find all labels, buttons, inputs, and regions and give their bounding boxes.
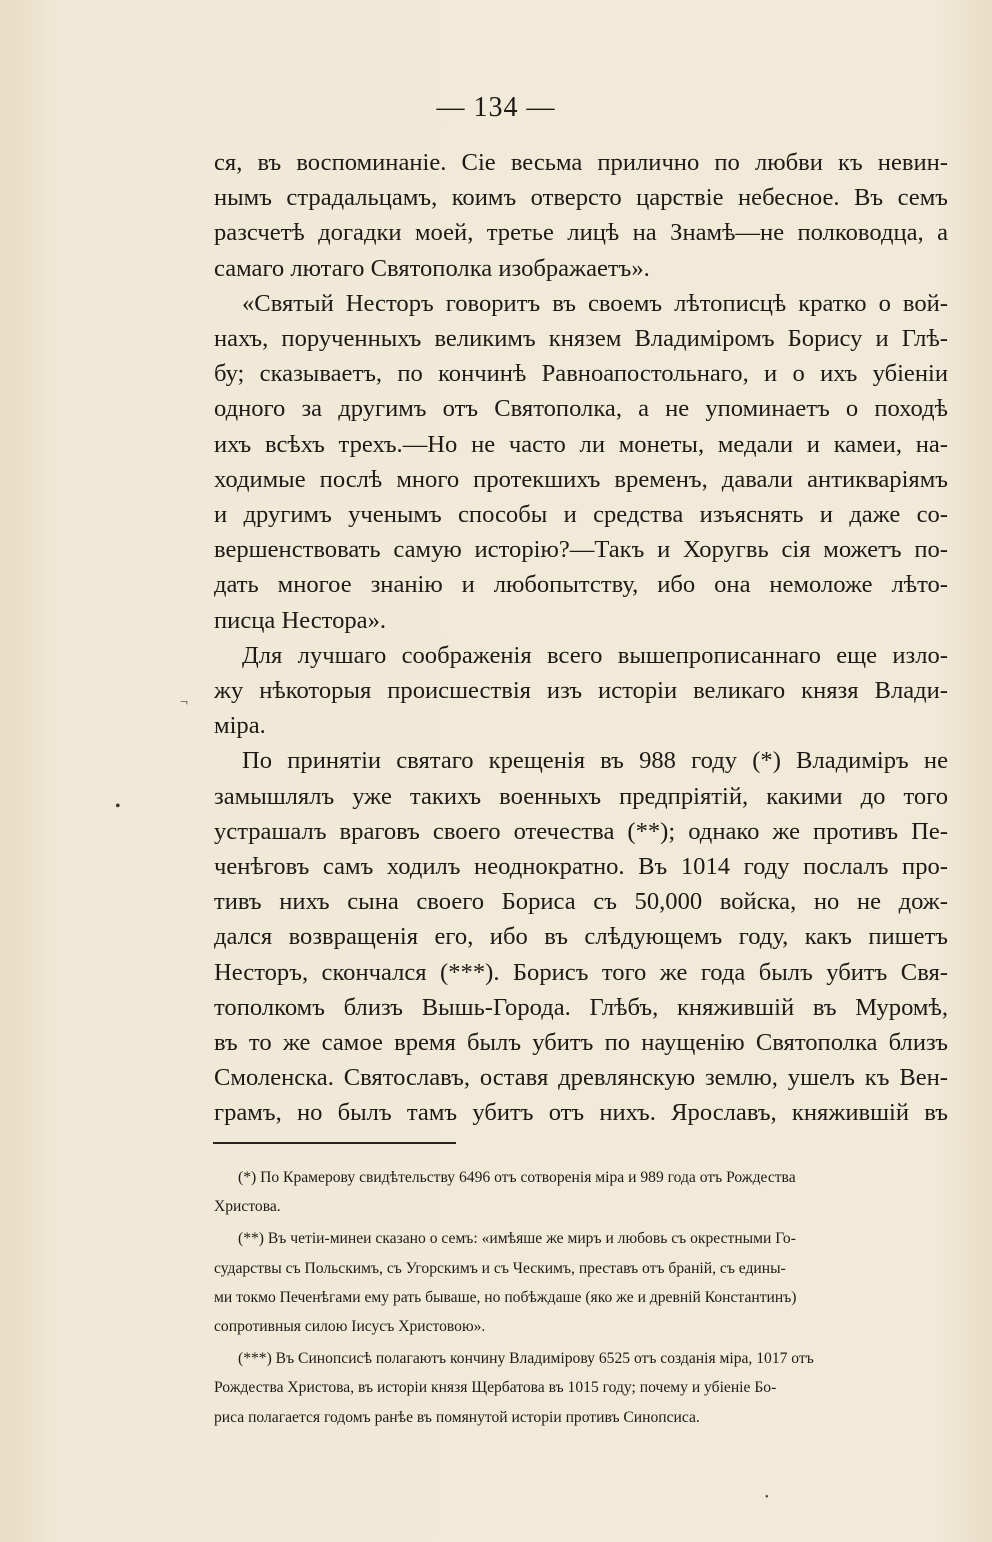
text-line: замышлялъ уже такихъ военныхъ предпріятій, какими до того [214,782,948,810]
footnote [214,1224,948,1341]
text-line: бу; сказываетъ, по кончинѣ Равноапостольнаго, и о ихъ убіеніи [214,360,948,388]
text-line: міра. [214,712,266,740]
text-line: ся, въ воспоминаніе. Сіе весьма прилично по любви къ невин- [214,149,948,176]
text-line: дался возвращенія его, ибо въ слѣдующемъ году, какъ пишетъ [214,923,948,951]
footnote-line: (***) Въ Синопсисѣ полагаютъ кончину Владимірову 6525 отъ созданія міра, 1017 отъ [238,1350,814,1368]
text-line: устрашалъ враговъ своего отечества (**); однако же противъ Пе- [214,817,948,845]
text-line: и другимъ ученымъ способы и средства изъяснять и даже со- [214,501,948,529]
text-line: грамъ, но былъ тамъ убитъ отъ нихъ. Ярославъ, княжившій въ [214,1099,948,1127]
footnote [214,1344,948,1432]
text-line: ченѣговъ самъ ходилъ неоднократно. Въ 1014 году послалъ про- [214,853,948,881]
text-line: Для лучшаго соображенія всего вышепрописаннаго еще изло- [242,641,948,669]
text-line: нахъ, порученныхъ великимъ князем Владиміромъ Борису и Глѣ- [214,325,948,353]
footnote-divider [213,1142,456,1144]
footnote-line: Христова. [214,1198,281,1216]
text-line: ихъ всѣхъ трехъ.—Но не часто ли монеты, медали и камеи, на- [214,430,948,458]
text-line: одного за другимъ отъ Святополка, а не упоминаетъ о походѣ [214,395,948,423]
margin-mark: ¬ [180,695,188,710]
main-text [214,145,948,1131]
text-line: «Святый Несторъ говоритъ въ своемъ лѣтописцѣ кратко о вой- [242,289,948,317]
footnote-line: риса полагается годомъ ранѣе въ помянутой исторіи противъ Синопсиса. [214,1408,700,1426]
text-line: дать многое знанію и любопытству, ибо она немоложе лѣто- [214,571,948,599]
text-line: разсчетѣ догадки моей, третье лицѣ на Знамѣ—не полководца, а [214,219,948,247]
margin-mark: • [765,1492,769,1503]
footnote-line: сопротивныя силою Іисусъ Христовою». [214,1318,486,1336]
footnote-line: ми токмо Печенѣгами ему рать бываше, но побѣждаше (яко же и древній Константинъ) [214,1288,797,1306]
text-line: Несторъ, скончался (***). Борисъ того же года былъ убитъ Свя- [214,958,948,986]
footnote-line: (*) По Крамерову свидѣтельству 6496 отъ сотворенія міра и 989 года отъ Рождества [238,1169,796,1186]
margin-mark: • [115,798,121,815]
text-line: самаго лютаго Святополка изображаетъ». [214,254,650,282]
footnote-line: (**) Въ четіи-минеи сказано о семъ: «имѣяше же миръ и любовь съ окрестными Го- [238,1230,796,1248]
text-line: вершенствовать самую исторію?—Такъ и Хоругвь сія можетъ по- [214,536,948,564]
text-line: жу нѣкоторыя происшествія изъ исторіи великаго князя Влади- [214,677,948,705]
text-line: нымъ страдальцамъ, коимъ отверсто царствіе небесное. Въ семъ [214,184,948,212]
text-line: По принятіи святаго крещенія въ 988 году (*) Владиміръ не [242,747,948,775]
footnotes [214,1163,948,1435]
page-number: — 134 — [436,92,556,123]
text-line: писца Нестора». [214,606,387,634]
footnote-line: Рождества Христова, въ исторіи князя Щербатова въ 1015 году; почему и убіеніе Бо- [214,1379,777,1397]
footnote [214,1163,948,1221]
text-line: тополкомъ близъ Вышь-Города. Глѣбъ, княжившій въ Муромѣ, [214,993,948,1021]
text-line: Смоленска. Святославъ, оставя древлянскую землю, ушелъ къ Вен- [214,1064,948,1092]
text-line: ходимые послѣ много протекшихъ временъ, давали антикваріямъ [214,465,948,493]
text-line: тивъ нихъ сына своего Бориса съ 50,000 войска, но не дож- [214,888,948,916]
footnote-line: сударствы съ Польскимъ, съ Угорскимъ и съ Ческимъ, преставъ отъ браній, съ едины- [214,1259,786,1277]
text-line: въ то же самое время былъ убитъ по наущенію Святополка близъ [214,1029,948,1057]
